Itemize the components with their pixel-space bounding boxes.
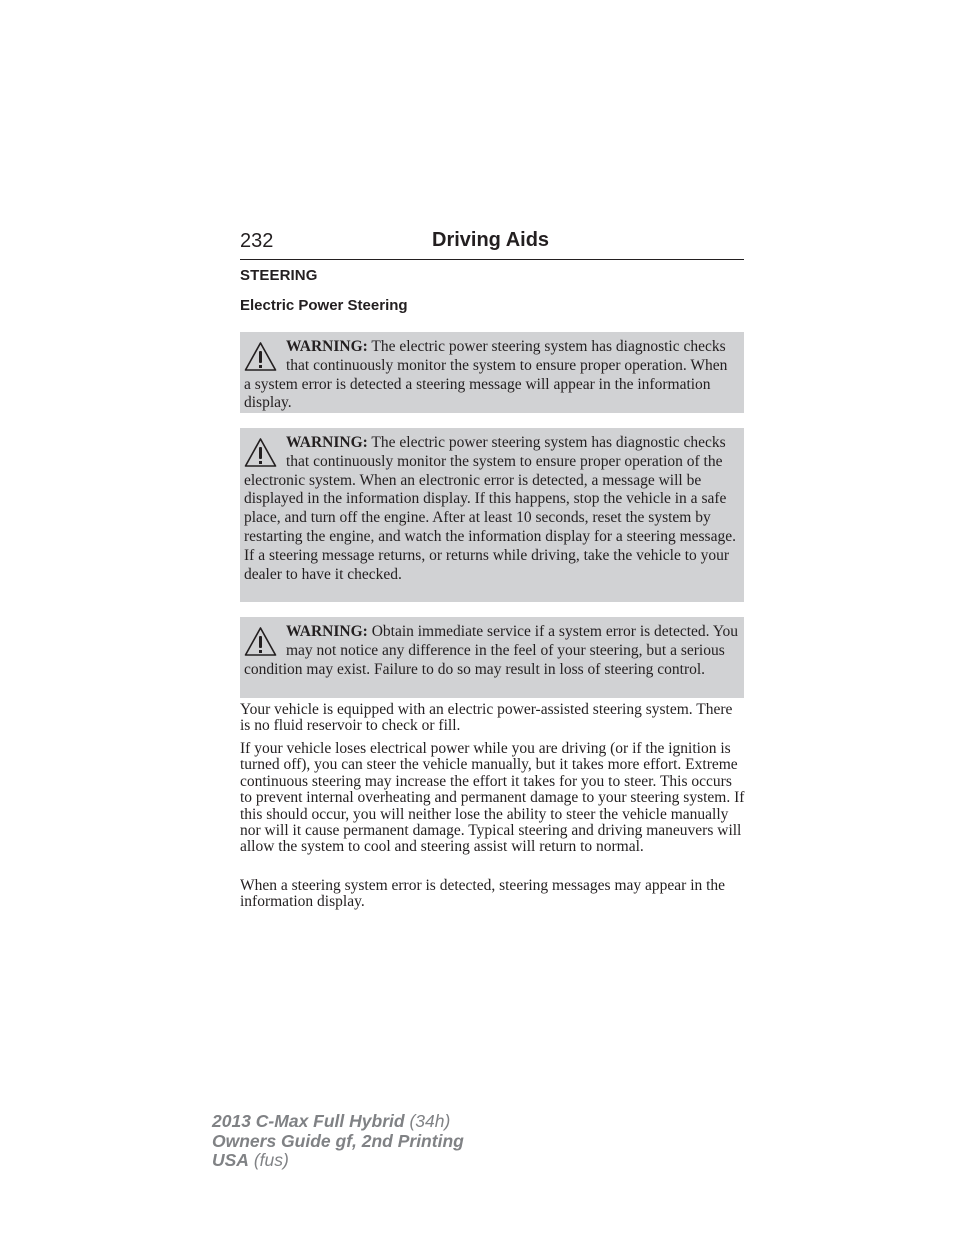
warning-text: The electric power steering system has diagnostic checks that continuously monitor the system to ensure proper operation. When a system error is detected a steering message will appear in the information display.: [244, 338, 728, 412]
body-paragraph-2: If your vehicle loses electrical power while you are driving (or if the ignition is turned off), you can steer the vehicle manually, but it takes more effort. Extreme continuous steering may increase the effort it takes for you to steer. This occurs to prevent internal overheating and permanent damage to your steering system. If this should occur, you will neither lose the ability to steer the vehicle manually nor will it cause permanent damage. Typical steering and driving maneuvers will allow the system to cool and steering assist will return to normal.: [240, 740, 745, 856]
warning-box-3: [240, 617, 744, 698]
footer-model-code: (34h): [409, 1111, 451, 1131]
warning-label: WARNING:: [286, 338, 368, 355]
warning-box-2: [240, 428, 744, 602]
footer-market: USA: [212, 1150, 249, 1170]
footer-market-code: (fus): [253, 1150, 289, 1170]
warning-triangle-icon: [244, 626, 277, 658]
footer-line-1: [212, 1112, 464, 1132]
chapter-title: Driving Aids: [432, 229, 550, 251]
warning-text: The electric power steering system has diagnostic checks that continuously monitor the system to ensure proper operation of the electronic system. When an electronic error is detected, a message will be displayed in the information display. If this happens, stop the vehicle in a safe place, and turn off the engine. After at least 10 seconds, reset the system by restarting the engine, and watch the information display for a steering message. If a steering message returns, or returns while driving, take the vehicle to your dealer to have it checked.: [244, 434, 736, 583]
body-paragraph-1: Your vehicle is equipped with an electric power-assisted steering system. There is no fluid reservoir to check or fill.: [240, 701, 733, 735]
footer-line-3: [212, 1151, 464, 1171]
subsection-title: Electric Power Steering: [240, 297, 408, 314]
warning-triangle-icon: [244, 341, 277, 373]
section-title: STEERING: [240, 267, 318, 284]
warning-label: WARNING:: [286, 623, 368, 640]
page-number: 232: [240, 230, 274, 252]
footer: [212, 1112, 464, 1171]
warning-text: Obtain immediate service if a system error is detected. You may not notice any difference in the feel of your steering, but a serious condition may exist. Failure to do so may result in loss of steering control.: [244, 623, 738, 678]
warning-box-1: [240, 332, 744, 413]
footer-model: 2013 C-Max Full Hybrid: [212, 1111, 405, 1131]
warning-triangle-icon: [244, 437, 277, 469]
footer-line-2: [212, 1132, 464, 1152]
footer-guide: Owners Guide gf, 2nd Printing: [212, 1130, 464, 1151]
body-paragraph-3: When a steering system error is detected, steering messages may appear in the information display.: [240, 877, 726, 911]
page-header: [240, 228, 744, 260]
warning-label: WARNING:: [286, 434, 368, 451]
